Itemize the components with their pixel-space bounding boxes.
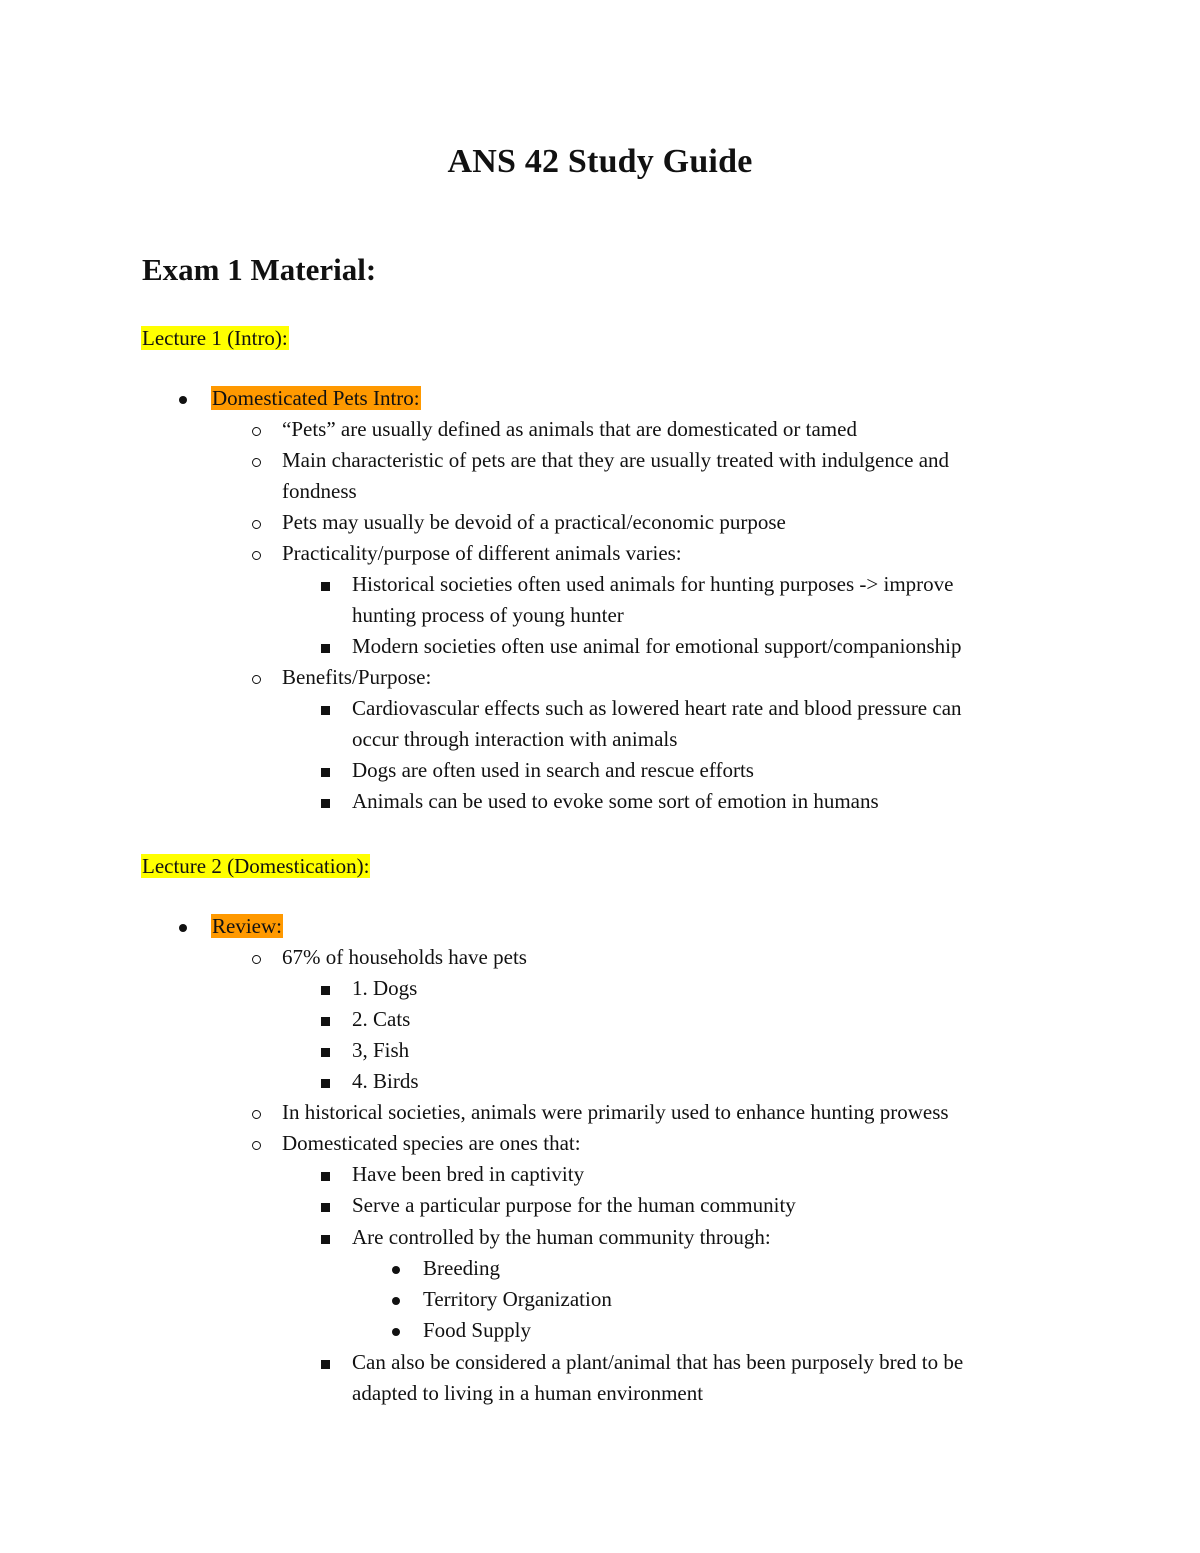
square-bullet-icon <box>315 973 335 1004</box>
list-item: Main characteristic of pets are that they are usually treated with indulgence and <box>282 448 950 472</box>
list-item: Can also be considered a plant/animal that has been purposely bred to be <box>352 1350 964 1374</box>
list-item: 1. Dogs <box>352 976 418 1000</box>
list-item: Domesticated species are ones that: <box>282 1131 581 1155</box>
list-item: Dogs are often used in search and rescue efforts <box>352 758 754 782</box>
bullet-icon <box>386 1284 406 1315</box>
list-item: Benefits/Purpose: <box>282 665 432 689</box>
hollow-bullet-icon <box>246 445 266 476</box>
list-item-continuation: hunting process of young hunter <box>352 603 624 627</box>
list-item: Food Supply <box>423 1318 531 1342</box>
list-item: Historical societies often used animals for hunting purposes -> improve <box>352 572 954 596</box>
hollow-bullet-icon <box>246 507 266 538</box>
lecture-2-heading <box>141 852 370 880</box>
square-bullet-icon <box>315 1190 335 1221</box>
list-item: Breeding <box>423 1256 500 1280</box>
list-item: Pets may usually be devoid of a practical/economic purpose <box>282 510 786 534</box>
square-bullet-icon <box>315 693 335 724</box>
lecture-2-heading-text: Lecture 2 (Domestication): <box>142 854 370 878</box>
list-item: Animals can be used to evoke some sort of emotion in humans <box>352 789 879 813</box>
hollow-bullet-icon <box>246 662 266 693</box>
list-item: Are controlled by the human community through: <box>352 1225 771 1249</box>
list-item: Serve a particular purpose for the human community <box>352 1193 796 1217</box>
square-bullet-icon <box>315 1347 335 1378</box>
hollow-bullet-icon <box>246 538 266 569</box>
document-title: ANS 42 Study Guide <box>447 143 753 180</box>
list-item: Have been bred in captivity <box>352 1162 585 1186</box>
section-title: Exam 1 Material: <box>142 252 377 287</box>
square-bullet-icon <box>315 1004 335 1035</box>
bullet-icon <box>386 1315 406 1346</box>
list-item: Modern societies often use animal for emotional support/companionship <box>352 634 962 658</box>
list-item: 3, Fish <box>352 1038 410 1062</box>
lecture-2-topic <box>211 911 283 942</box>
hollow-bullet-icon <box>246 414 266 445</box>
list-item: Cardiovascular effects such as lowered heart rate and blood pressure can <box>352 696 962 720</box>
square-bullet-icon <box>315 1222 335 1253</box>
hollow-bullet-icon <box>246 1128 266 1159</box>
bullet-icon <box>386 1253 406 1284</box>
square-bullet-icon <box>315 1066 335 1097</box>
square-bullet-icon <box>315 786 335 817</box>
lecture-1-topic-text: Domesticated Pets Intro: <box>212 386 420 410</box>
list-item-continuation: fondness <box>282 479 357 503</box>
bullet-icon <box>173 911 193 942</box>
list-item: 67% of households have pets <box>282 945 527 969</box>
list-item-continuation: occur through interaction with animals <box>352 727 678 751</box>
lecture-2-topic-text: Review: <box>212 914 282 938</box>
square-bullet-icon <box>315 1159 335 1190</box>
square-bullet-icon <box>315 1035 335 1066</box>
list-item: In historical societies, animals were primarily used to enhance hunting prowess <box>282 1100 949 1124</box>
square-bullet-icon <box>315 569 335 600</box>
lecture-1-heading <box>141 324 289 352</box>
list-item: 2. Cats <box>352 1007 411 1031</box>
lecture-1-heading-text: Lecture 1 (Intro): <box>142 326 288 350</box>
bullet-icon <box>173 383 193 414</box>
lecture-1-topic <box>211 383 421 414</box>
list-item: Territory Organization <box>423 1287 612 1311</box>
list-item: 4. Birds <box>352 1069 419 1093</box>
list-item: “Pets” are usually defined as animals that are domesticated or tamed <box>282 417 857 441</box>
hollow-bullet-icon <box>246 1097 266 1128</box>
list-item-continuation: adapted to living in a human environment <box>352 1381 704 1405</box>
list-item: Practicality/purpose of different animals varies: <box>282 541 682 565</box>
square-bullet-icon <box>315 755 335 786</box>
hollow-bullet-icon <box>246 942 266 973</box>
square-bullet-icon <box>315 631 335 662</box>
